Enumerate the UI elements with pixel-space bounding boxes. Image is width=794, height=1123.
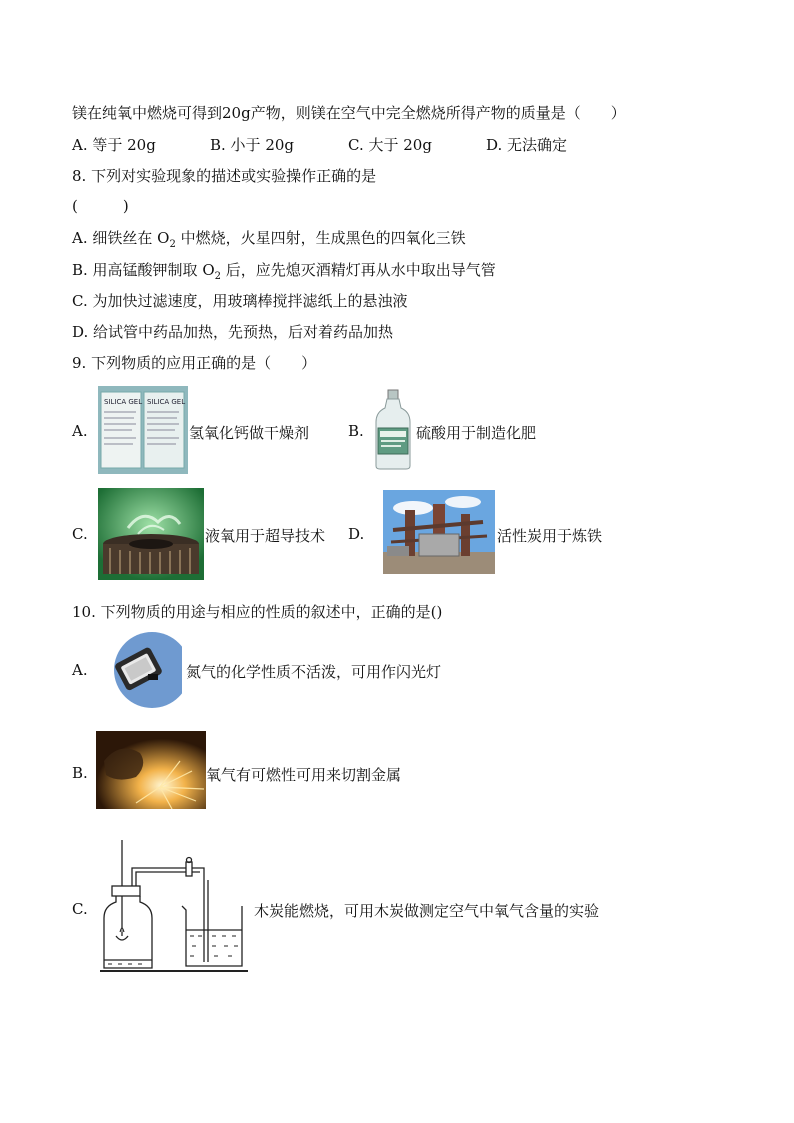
q10-b-letter: B. xyxy=(72,764,88,782)
liquid-oxygen-superconductor-image xyxy=(98,488,204,580)
q10-c-text: 木炭能燃烧，可用木炭做测定空气中氧气含量的实验 xyxy=(254,902,600,920)
oxygen-content-apparatus-diagram xyxy=(98,836,253,976)
q7-option-c: C. 大于 20g xyxy=(348,136,432,154)
q8-option-c: C. 为加快过滤速度，用玻璃棒搅拌滤纸上的悬浊液 xyxy=(72,292,408,310)
q7-option-b: B. 小于 20g xyxy=(210,136,295,154)
silica-gel-packet-image xyxy=(98,386,188,474)
q10-b-text: 氧气有可燃性可用来切割金属 xyxy=(206,766,402,784)
flash-lamp-image xyxy=(104,632,182,708)
q10-c-letter: C. xyxy=(72,900,88,918)
q9-c-text: 液氧用于超导技术 xyxy=(205,527,326,545)
q9-d-text: 活性炭用于炼铁 xyxy=(497,527,603,545)
silica-gel-label: SILICA GEL xyxy=(104,398,143,406)
metal-cutting-sparks-image xyxy=(96,731,206,809)
q8-answer-paren: ( ) xyxy=(72,197,129,215)
q8-option-a: A. 细铁丝在 $O_2$ 中燃烧，火星四射，生成黑色的四氧化三铁 xyxy=(72,229,466,250)
blast-furnace-image xyxy=(383,490,495,574)
acid-bottle-image xyxy=(372,388,414,470)
q8-stem: 8. 下列对实验现象的描述或实验操作正确的是 xyxy=(72,167,377,185)
q9-stem: 9. 下列物质的应用正确的是（ ） xyxy=(72,354,317,372)
q7-stem: 镁在纯氧中燃烧可得到20g产物，则镁在空气中完全燃烧所得产物的质量是（ ） xyxy=(72,104,626,122)
q8-option-d: D. 给试管中药品加热，先预热，后对着药品加热 xyxy=(72,323,394,341)
q9-b-text: 硫酸用于制造化肥 xyxy=(416,424,537,442)
svg-text:SILICA GEL: SILICA GEL xyxy=(147,398,186,406)
q10-a-letter: A. xyxy=(72,661,88,679)
q9-b-letter: B. xyxy=(348,422,364,440)
q10-a-text: 氮气的化学性质不活泼，可用作闪光灯 xyxy=(186,663,442,681)
q8-option-b: B. 用高锰酸钾制取 $O_2$ 后，应先熄灭酒精灯再从水中取出导气管 xyxy=(72,261,496,282)
q9-a-letter: A. xyxy=(72,422,88,440)
q9-d-letter: D. xyxy=(348,525,365,543)
q9-c-letter: C. xyxy=(72,525,88,543)
q10-stem: 10. 下列物质的用途与相应的性质的叙述中，正确的是() xyxy=(72,603,443,621)
q9-a-text: 氢氧化钙做干燥剂 xyxy=(189,424,310,442)
q7-option-d: D. 无法确定 xyxy=(486,136,568,154)
q7-option-a: A. 等于 20g xyxy=(72,136,156,154)
